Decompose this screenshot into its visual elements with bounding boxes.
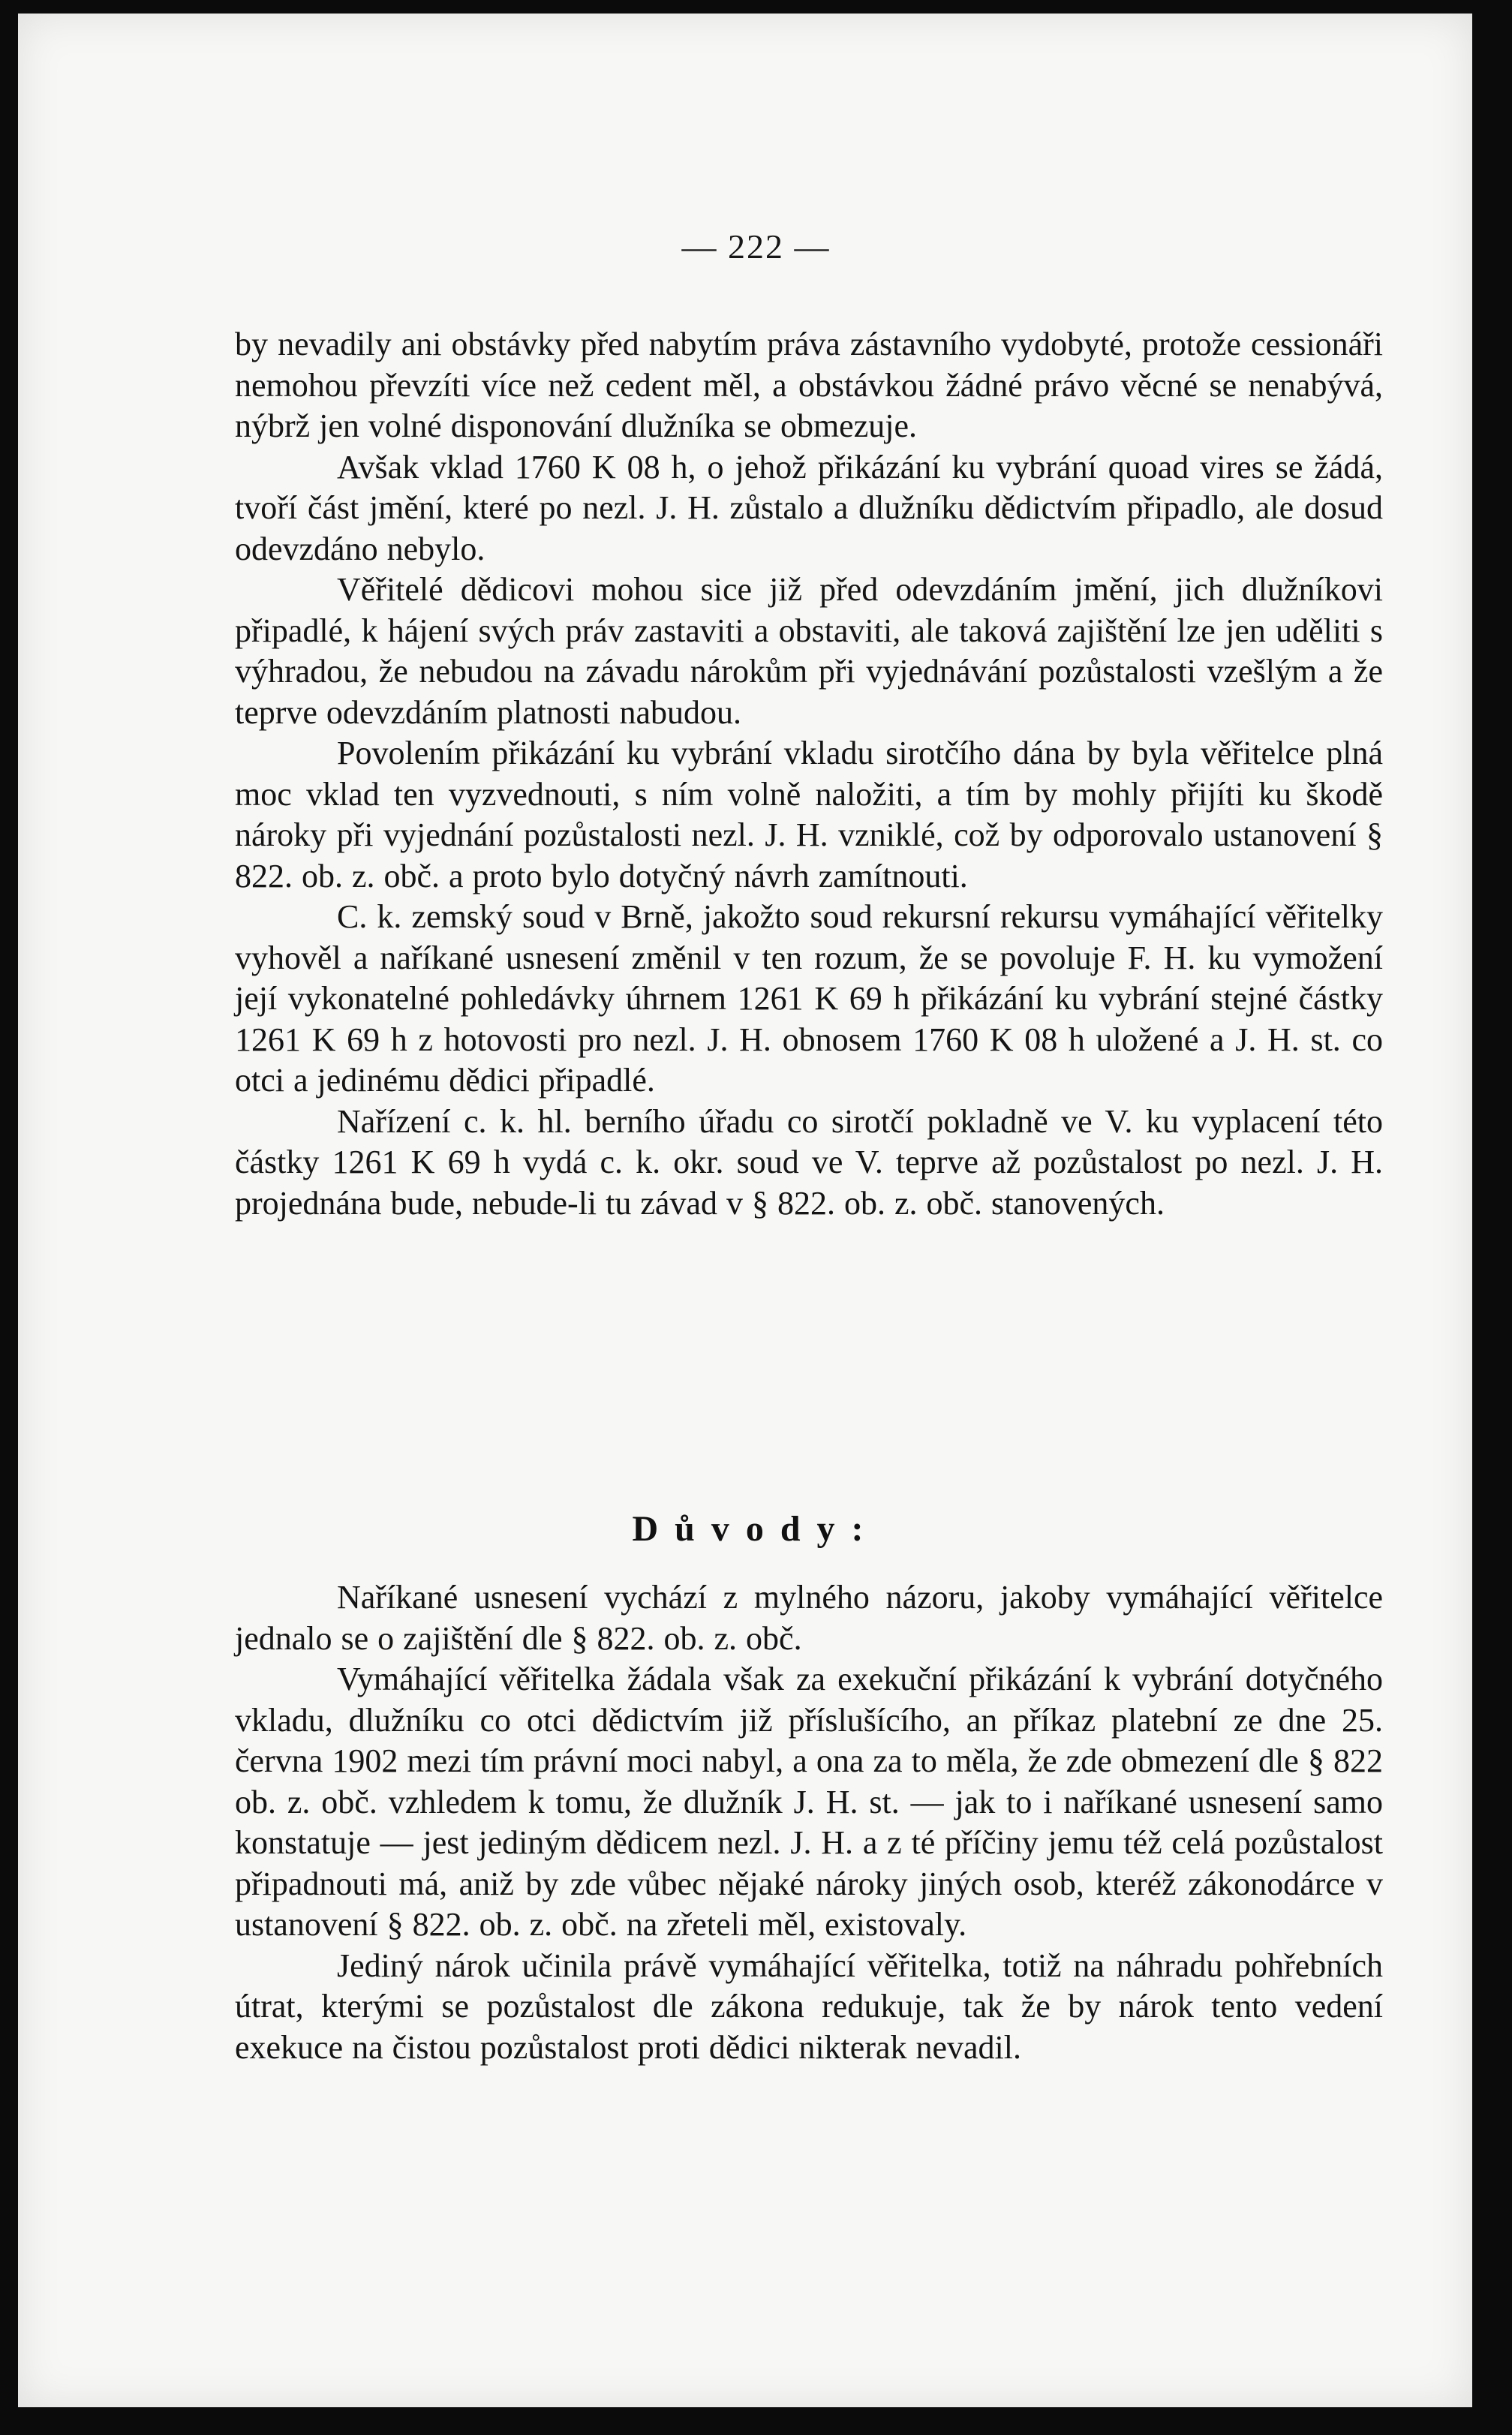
paragraph: C. k. zemský soud v Brně, jakožto soud rekursní rekursu vymáhající věřitelky vyhověl a naříkané usnesení změnil v ten rozum, že se povoluje F. H. ku vymožení její vykonatelné pohledávky úhrnem 1261 K 69 h přikázání ku vybrání stejné částky 1261 K 69 h z hotovosti pro nezl. J. H. obnosem 1760 K 08 h uložené a J. H. st. co otci a jedinému dědici připadlé. <box>235 898 1383 1099</box>
paragraph: by nevadily ani obstávky před nabytím práva zástavního vydobyté, protože cessionáři nemohou převzíti více než cedent měl, a obstávkou žádné právo věcné se nenabývá, nýbrž jen volné disponování dlužníka se obmezuje. <box>235 326 1383 444</box>
paragraph: Vymáhající věřitelka žádala však za exekuční přikázání k vybrání dotyčného vkladu, dlužníku co otci dědictvím již příslušícího, an příkaz platební ze dne 25. června 1902 mezi tím právní moci nabyl, a ona za to měla, že zde obmezení dle § 822 ob. z. obč. vzhledem k tomu, že dlužník J. H. st. — jak to i naříkané usnesení samo konstatuje — jest jediným dědicem nezl. J. H. a z té příčiny jemu též celá pozůstalost připadnouti má, aniž by zde vůbec nějaké nároky jiných osob, kteréž zákonodárce v ustanovení § 822. ob. z. obč. na zřeteli měl, existovaly. <box>235 1661 1383 1943</box>
paragraph: Nařízení c. k. hl. berního úřadu co sirotčí pokladně ve V. ku vyplacení této částky 1261 K 69 h vydá c. k. okr. soud ve V. teprve až pozůstalost po nezl. J. H. projednána bude, nebude-li tu závad v § 822. ob. z. obč. stanovených. <box>235 1102 1383 1222</box>
body-text-top <box>235 324 1383 1224</box>
body-text-bottom <box>235 1577 1383 2068</box>
paragraph: Naříkané usnesení vychází z mylného názoru, jakoby vymáhající věřitelce jednalo se o zajištění dle § 822. ob. z. obč. <box>235 1579 1383 1657</box>
paragraph: Povolením přikázání ku vybrání vkladu sirotčího dána by byla věřitelce plná moc vklad ten vyzvednouti, s ním volně naložiti, a tím by mohly přijíti ku škodě nároky při vyjednání pozůstalosti nezl. J. H. vzniklé, což by odporovalo ustanovení § 822. ob. z. obč. a proto bylo dotyčný návrh zamítnouti. <box>235 735 1383 894</box>
paragraph: Avšak vklad 1760 K 08 h, o jehož přikázání ku vybrání quoad vires se žádá, tvoří část jmění, které po nezl. J. H. zůstalo a dlužníku dědictvím připadlo, ale dosud odevzdáno nebylo. <box>235 448 1383 567</box>
paragraph: Věřitelé dědicovi mohou sice již před odevzdáním jmění, jich dlužníkovi připadlé, k hájení svých práv zastaviti a obstaviti, ale taková zajištění lze jen uděliti s výhradou, že nebudou na závadu nárokům při vyjednávání pozůstalosti vzešlým a že teprve odevzdáním platnosti nabudou. <box>235 571 1383 731</box>
paragraph: Jediný nárok učinila právě vymáhající věřitelka, totiž na náhradu pohřebních útrat, kterými se pozůstalost dle zákona redukuje, tak že by nárok tento vedení exekuce na čistou pozůstalost proti dědici nikterak nevadil. <box>235 1946 1383 2066</box>
section-heading: Důvody: <box>632 1509 880 1549</box>
page-number: — 222 — <box>681 227 831 266</box>
